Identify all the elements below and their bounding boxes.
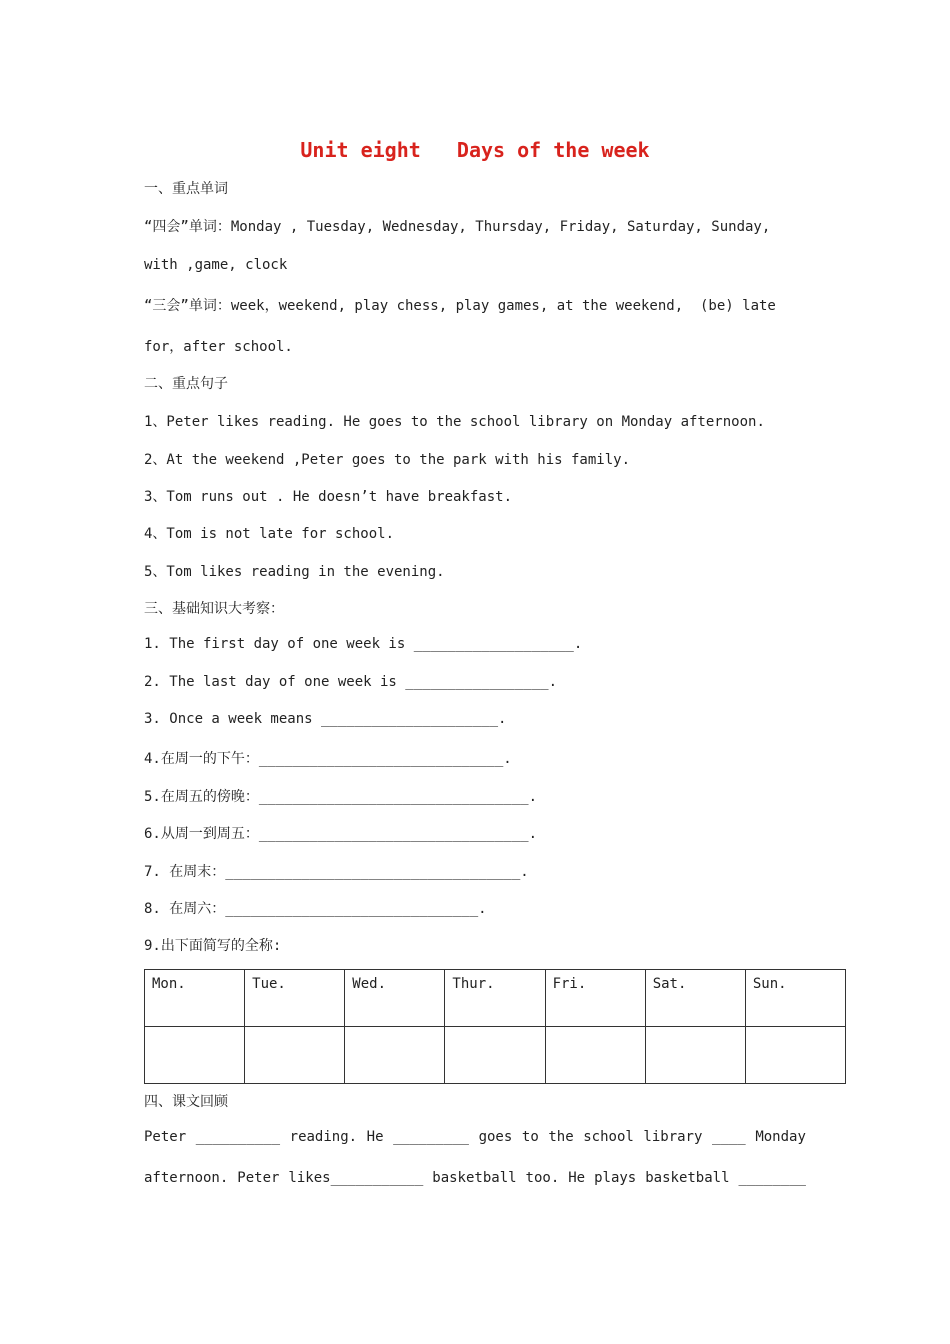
abbreviation-cell: Tue.: [245, 970, 345, 1027]
table-row: [145, 970, 846, 1027]
answer-cell[interactable]: [545, 1027, 645, 1084]
review-word: He: [366, 1129, 384, 1145]
review-word: Monday: [755, 1129, 806, 1145]
section1-heading: 一、重点单词: [144, 181, 228, 197]
abbreviation-cell: Sun.: [745, 970, 845, 1027]
abbreviation-cell: Thur.: [445, 970, 545, 1027]
section3-heading: 三、基础知识大考察：: [144, 601, 284, 617]
abbreviation-cell: Mon.: [145, 970, 245, 1027]
table-row: [145, 1027, 846, 1084]
abbreviation-cell: Fri.: [545, 970, 645, 1027]
abbreviation-prompt: 9.出下面简写的全称:: [144, 938, 282, 954]
fill-in-question: 7. 在周末：___________________________________.: [144, 864, 529, 880]
key-sentence: 1、Peter likes reading. He goes to the school library on Monday afternoon.: [144, 414, 765, 430]
abbreviation-cell: Wed.: [345, 970, 445, 1027]
review-word: Peter: [237, 1170, 280, 1186]
review-word: He: [568, 1170, 586, 1186]
text-review-line1: [144, 1129, 806, 1145]
fill-in-question: 1. The first day of one week is ___________________.: [144, 636, 583, 652]
review-word: to: [521, 1129, 539, 1145]
key-sentence: 4、Tom is not late for school.: [144, 526, 395, 542]
fill-in-question: 2. The last day of one week is _________________.: [144, 674, 558, 690]
review-blank: __________: [195, 1129, 281, 1145]
text-review-line2: [144, 1170, 806, 1186]
key-sentence: 5、Tom likes reading in the evening.: [144, 564, 445, 580]
review-word: school: [583, 1129, 634, 1145]
review-word: goes: [478, 1129, 513, 1145]
section4-heading: 四、课文回顾: [144, 1094, 228, 1110]
fill-in-question: 3. Once a week means _____________________.: [144, 711, 507, 727]
review-word: likes___________: [288, 1170, 424, 1186]
three-skills-words-line1: “三会”单词：week，weekend, play chess, play games, at the weekend, (be) late: [144, 298, 776, 314]
page-title: Unit eight Days of the week: [300, 138, 650, 162]
key-sentence: 3、Tom runs out . He doesn’t have breakfast.: [144, 489, 513, 505]
answer-cell[interactable]: [245, 1027, 345, 1084]
abbreviation-table: [144, 969, 846, 1084]
review-word: library: [643, 1129, 703, 1145]
answer-cell[interactable]: [645, 1027, 745, 1084]
key-sentence: 2、At the weekend ,Peter goes to the park with his family.: [144, 452, 631, 468]
four-skills-words-line2: with ,game, clock: [144, 257, 288, 273]
three-skills-words-line2: for，after school.: [144, 339, 293, 355]
review-word: the: [548, 1129, 574, 1145]
review-word: Peter: [144, 1129, 187, 1145]
answer-cell[interactable]: [745, 1027, 845, 1084]
answer-cell[interactable]: [445, 1027, 545, 1084]
answer-cell[interactable]: [145, 1027, 245, 1084]
review-blank: _________: [393, 1129, 469, 1145]
review-word: plays: [594, 1170, 637, 1186]
review-word: afternoon.: [144, 1170, 229, 1186]
section2-heading: 二、重点句子: [144, 376, 228, 392]
answer-cell[interactable]: [345, 1027, 445, 1084]
fill-in-question: 5.在周五的傍晚：________________________________.: [144, 789, 538, 805]
review-blank: ________: [738, 1170, 806, 1186]
review-word: reading.: [289, 1129, 358, 1145]
fill-in-question: 4.在周一的下午：_____________________________.: [144, 751, 512, 767]
fill-in-question: 6.从周一到周五：________________________________.: [144, 826, 538, 842]
review-word: too.: [525, 1170, 560, 1186]
review-word: basketball: [645, 1170, 730, 1186]
review-blank: ____: [712, 1129, 746, 1145]
fill-in-question: 8. 在周六：______________________________.: [144, 901, 487, 917]
review-word: basketball: [432, 1170, 517, 1186]
four-skills-words-line1: “四会”单词：Monday , Tuesday, Wednesday, Thursday, Friday, Saturday, Sunday,: [144, 219, 771, 235]
abbreviation-cell: Sat.: [645, 970, 745, 1027]
